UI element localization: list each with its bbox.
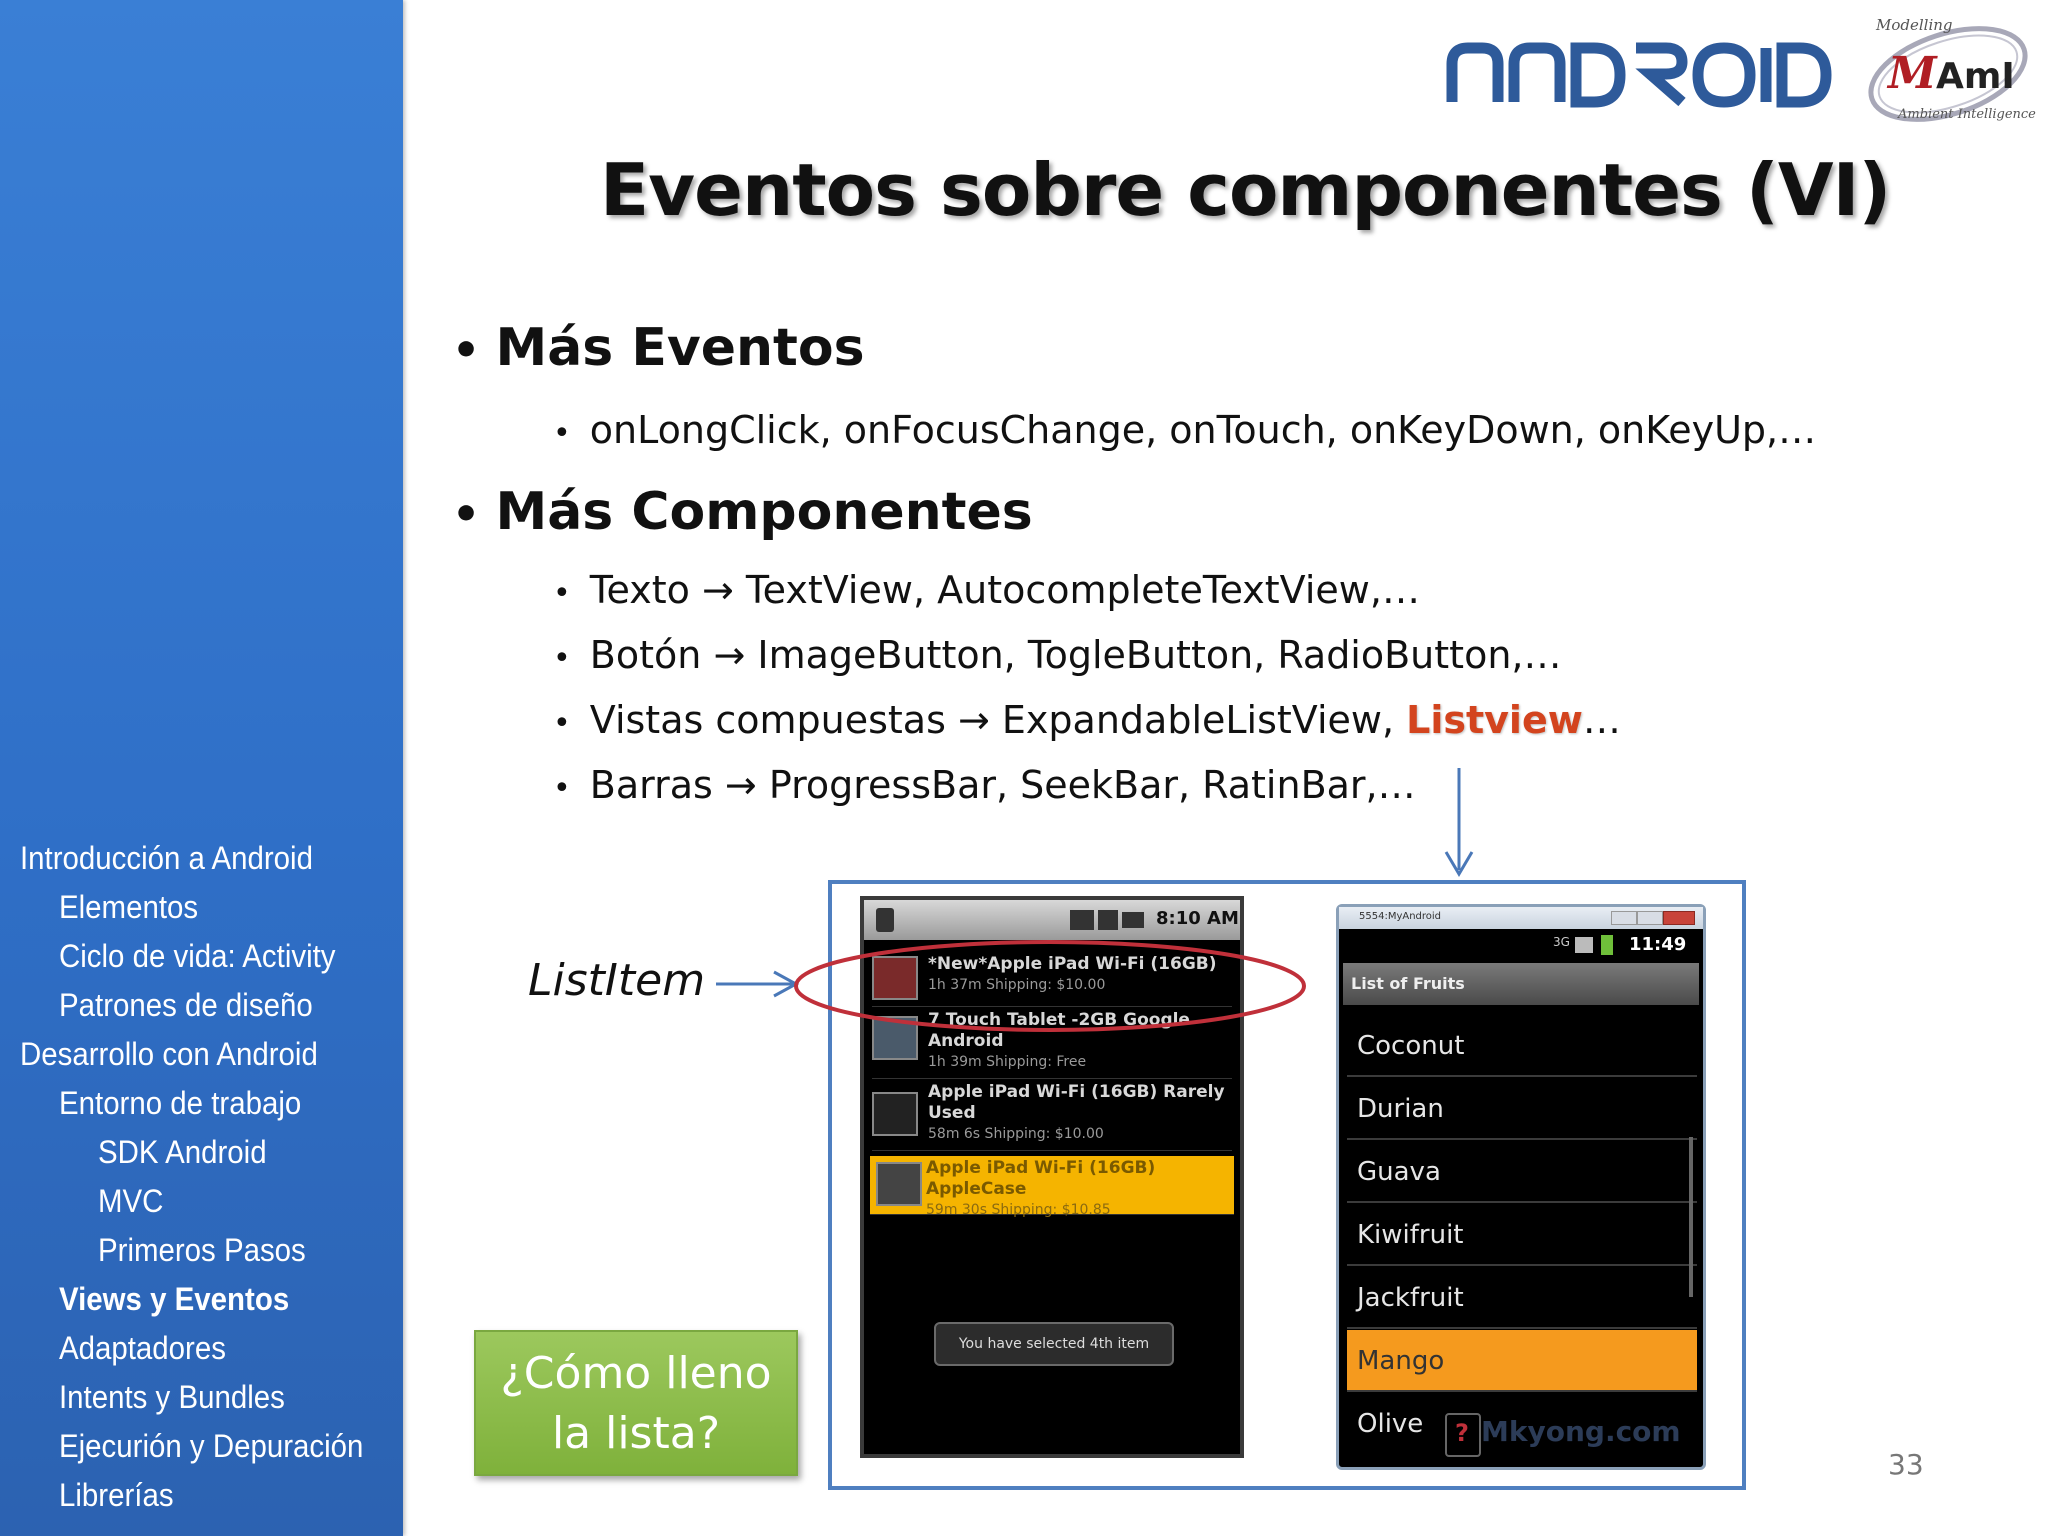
fruit-item-guava[interactable]: Guava <box>1347 1141 1697 1203</box>
bullet-right: TextView, AutocompleteTextView,… <box>745 568 1420 612</box>
sidebar-item-mvc[interactable]: MVC <box>98 1183 164 1219</box>
bullet-left: Barras <box>589 763 713 807</box>
sidebar-item-librerias[interactable]: Librerías <box>59 1477 174 1513</box>
status-bar <box>1339 929 1703 963</box>
mkyong-logo-icon: ? <box>1445 1413 1481 1457</box>
arrow-right-icon: → <box>713 633 746 677</box>
bullet-suffix: … <box>1582 698 1621 742</box>
network-indicator: 3G <box>1553 935 1570 949</box>
listview-highlight: Listview <box>1406 698 1583 742</box>
list-item[interactable] <box>872 1082 1232 1151</box>
phone-screenshot-fruits <box>1336 904 1706 1470</box>
sidebar-item-introduccion[interactable]: Introducción a Android <box>20 840 313 876</box>
page-number: 33 <box>1888 1448 1924 1481</box>
list-item-selected[interactable] <box>870 1156 1234 1218</box>
bullet-left: Botón <box>589 633 702 677</box>
sidebar-item-ejecucion[interactable]: Ejecurión y Depuración <box>59 1428 364 1464</box>
sidebar-item-sdk[interactable]: SDK Android <box>98 1134 267 1170</box>
sidebar-item-elementos[interactable]: Elementos <box>59 889 199 925</box>
item-sub: 59m 30s Shipping: $10.85 <box>926 1202 1111 1218</box>
bullet-left: Vistas compuestas <box>589 698 946 742</box>
app-icon <box>876 908 894 932</box>
highlight-oval <box>790 936 1310 1036</box>
scrollbar[interactable] <box>1689 1137 1693 1297</box>
item-sub: 1h 37m Shipping: $10.00 <box>928 977 1106 993</box>
fruit-item-kiwifruit[interactable]: Kiwifruit <box>1347 1204 1697 1266</box>
item-title: 7 Touch Tablet -2GB Google Android <box>928 1010 1190 1051</box>
sidebar-item-views-eventos[interactable]: Views y Eventos <box>59 1281 290 1317</box>
bullet-heading: Más Componentes <box>495 482 1033 542</box>
svg-text:AmI: AmI <box>1936 56 2015 97</box>
bullet-heading: Más Eventos <box>495 318 865 378</box>
svg-text:Ambient Intelligence: Ambient Intelligence <box>1898 107 2036 122</box>
maximize-button[interactable] <box>1637 911 1663 925</box>
bullet-dot: • <box>452 489 496 540</box>
question-line-2: la lista? <box>551 1408 721 1459</box>
question-line-1: ¿Cómo lleno <box>500 1348 772 1399</box>
item-sub: 58m 6s Shipping: $10.00 <box>928 1126 1104 1142</box>
window-title: 5554:MyAndroid <box>1359 911 1442 922</box>
sidebar-item-primeros-pasos[interactable]: Primeros Pasos <box>98 1232 306 1268</box>
item-title: Apple iPad Wi-Fi (16GB) Rarely Used <box>928 1082 1225 1123</box>
signal-icon <box>1098 910 1118 930</box>
item-title: Apple iPad Wi-Fi (16GB) AppleCase <box>926 1158 1156 1199</box>
bullet-dot: • <box>553 641 590 676</box>
question-box <box>474 1330 798 1476</box>
minimize-button[interactable] <box>1611 911 1637 925</box>
battery-icon <box>1601 935 1613 955</box>
slide-title: Eventos sobre componentes (VI) <box>600 148 1891 232</box>
fruit-item-olive[interactable]: Olive <box>1357 1409 1424 1439</box>
sidebar-item-entorno[interactable]: Entorno de trabajo <box>59 1085 302 1121</box>
status-bar <box>864 900 1240 940</box>
toast-message: You have selected 4th item <box>934 1322 1174 1366</box>
bullet-text: onLongClick, onFocusChange, onTouch, onKeyDown, onKeyUp,… <box>589 408 1817 452</box>
fruit-item-jackfruit[interactable]: Jackfruit <box>1347 1267 1697 1329</box>
listitem-label: ListItem <box>528 955 706 1006</box>
item-thumbnail <box>872 1092 918 1136</box>
arrow-right-icon: → <box>957 698 990 742</box>
item-thumbnail <box>876 1162 922 1206</box>
sidebar-item-adaptadores[interactable]: Adaptadores <box>59 1330 226 1366</box>
item-sub: 1h 39m Shipping: Free <box>928 1054 1087 1070</box>
sidebar-item-patrones[interactable]: Patrones de diseño <box>59 987 313 1023</box>
fruit-item-mango[interactable]: Mango <box>1347 1330 1697 1392</box>
bullet-right: ExpandableListView, <box>1001 698 1407 742</box>
bullet-right: ImageButton, TogleButton, RadioButton,… <box>757 633 1562 677</box>
sidebar-item-desarrollo[interactable]: Desarrollo con Android <box>20 1036 318 1072</box>
bullet-dot: • <box>553 416 590 451</box>
network-icon <box>1070 910 1094 930</box>
svg-text:Modelling: Modelling <box>1876 16 1953 34</box>
list-header: List of Fruits <box>1343 963 1699 1005</box>
bullet-left: Texto <box>589 568 690 612</box>
bullet-dot: • <box>553 706 590 741</box>
item-title: *New*Apple iPad Wi-Fi (16GB) <box>928 954 1217 974</box>
bullet-dot: • <box>452 325 496 376</box>
close-button[interactable] <box>1663 911 1695 925</box>
fruit-item-coconut[interactable]: Coconut <box>1347 1015 1697 1077</box>
bullet-dot: • <box>553 771 590 806</box>
bullet-dot: • <box>553 576 590 611</box>
emulator-titlebar <box>1339 907 1703 929</box>
signal-icon <box>1575 937 1593 953</box>
sidebar-item-intents[interactable]: Intents y Bundles <box>59 1379 285 1415</box>
arrow-right-icon: → <box>724 763 757 807</box>
arrow-right-icon: → <box>701 568 734 612</box>
status-time: 11:49 <box>1629 934 1687 955</box>
bullet-right: ProgressBar, SeekBar, RatinBar,… <box>768 763 1416 807</box>
status-time: 8:10 AM <box>1156 908 1239 929</box>
svg-text:M: M <box>1888 48 1937 99</box>
watermark: Mkyong.com <box>1481 1415 1681 1448</box>
fruit-item-durian[interactable]: Durian <box>1347 1078 1697 1140</box>
battery-icon <box>1122 912 1144 928</box>
sidebar-item-ciclo-de-vida[interactable]: Ciclo de vida: Activity <box>59 938 336 974</box>
